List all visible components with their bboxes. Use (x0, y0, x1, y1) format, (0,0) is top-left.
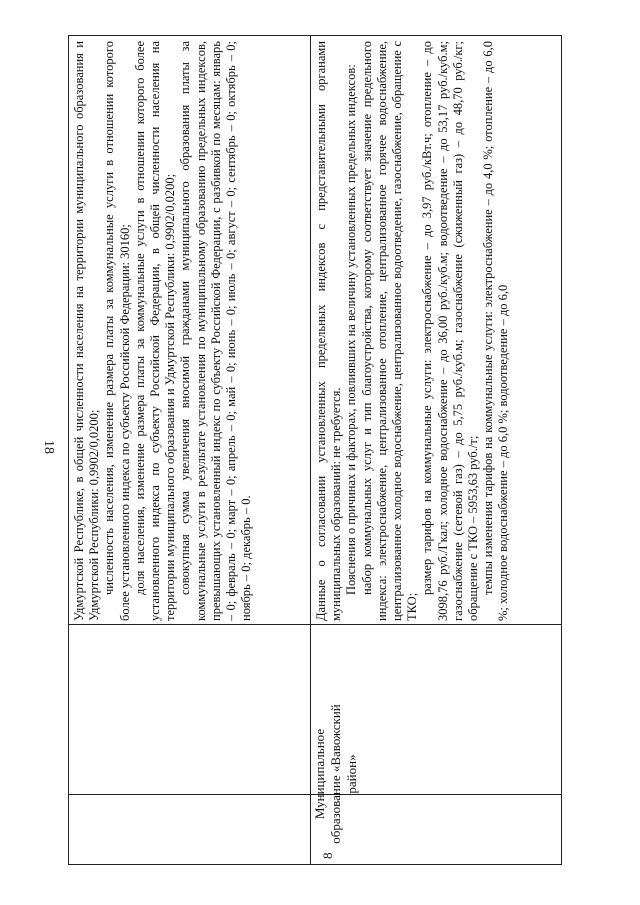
paragraph: Данные о согласовании установленных предельных индексов с представительными органами муниципальных образований: не требуется. (314, 41, 344, 621)
paragraph: Удмуртской Республике, в общей численности населения на территории муниципального образования и Удмуртской Республики: 0,9902/0,0200; (72, 41, 102, 621)
table-border-right (68, 35, 562, 36)
row-number: 8 (320, 852, 335, 859)
table-border-top (68, 35, 69, 865)
paragraph: темпы изменения тарифов на коммунальные услуги: электроснабжение – до 4,0 %; отопление – до 6,0 %; холодное водоснабжение – до 6,0 %; водоотведение – до 6,0 (481, 41, 511, 621)
rotated-table-page (68, 35, 562, 865)
municipality-name: Муниципальное образование «Вавожский район» (312, 704, 359, 844)
table-row-continuation (72, 41, 310, 621)
paragraph: набор коммунальных услуг и тип благоустройства, которому соответствует значение предельного индекса: электроснабжение, централизованное отопление, централизованное горячее водоснабжение, централизованное холодное водоснабжение, централизованное водоотведение, газоснабжение, обращение с ТКО; (359, 41, 420, 621)
table-border-bottom (561, 35, 562, 865)
data-table (68, 35, 562, 865)
paragraph: численность населения, изменение размера платы за коммунальные услуги в отношении которого более установленного индекса по субъекту Российской Федерации: 30160; (102, 41, 132, 621)
paragraph: доля населения, изменение размера платы за коммунальные услуги в отношении которого более установленного индекса по субъекту Российской Федерации, в общей численности населения на территории муниципального образования и Удмуртской Республики: 0,9902/0,0200; (132, 41, 178, 621)
paragraph: Пояснения о причинах и факторах, повлиявших на величину установленных предельных индексов: (344, 64, 359, 595)
table-border-left (68, 864, 562, 865)
page-number: 18 (41, 440, 56, 454)
paragraph: совокупная сумма увеличения вносимой гражданами муниципального образования платы за коммунальные услуги в результате установления по муниципальному образованию предельных индексов, превышающих установленный индекс по субъекту Российской Федерации, с разбивкой по месяцам: январь – 0; февраль – 0; март – 0; апрель – 0; май – 0; июнь – 0; июль – 0; август – 0; сентябрь – 0; октябрь – 0; ноябрь – 0; декабрь – 0. (178, 41, 254, 621)
column-divider-2 (68, 624, 562, 625)
table-row-8-details (314, 41, 560, 621)
row-divider (310, 35, 311, 865)
paragraph: размер тарифов на коммунальные услуги: электроснабжение – до 3,97 руб./кВт.ч; отопление – до 3098,76 руб./Гкал; холодное водоснабжение – до 36,00 руб./куб.м; водоотведение – до 53,17 руб./куб.м; газоснабжение (сетевой газ) – до 5,75 руб./куб.м; газоснабжение (сжиженный газ) – до 48,70 руб./кг; обращение с ТКО – 5953,63 руб./т; (420, 41, 481, 621)
